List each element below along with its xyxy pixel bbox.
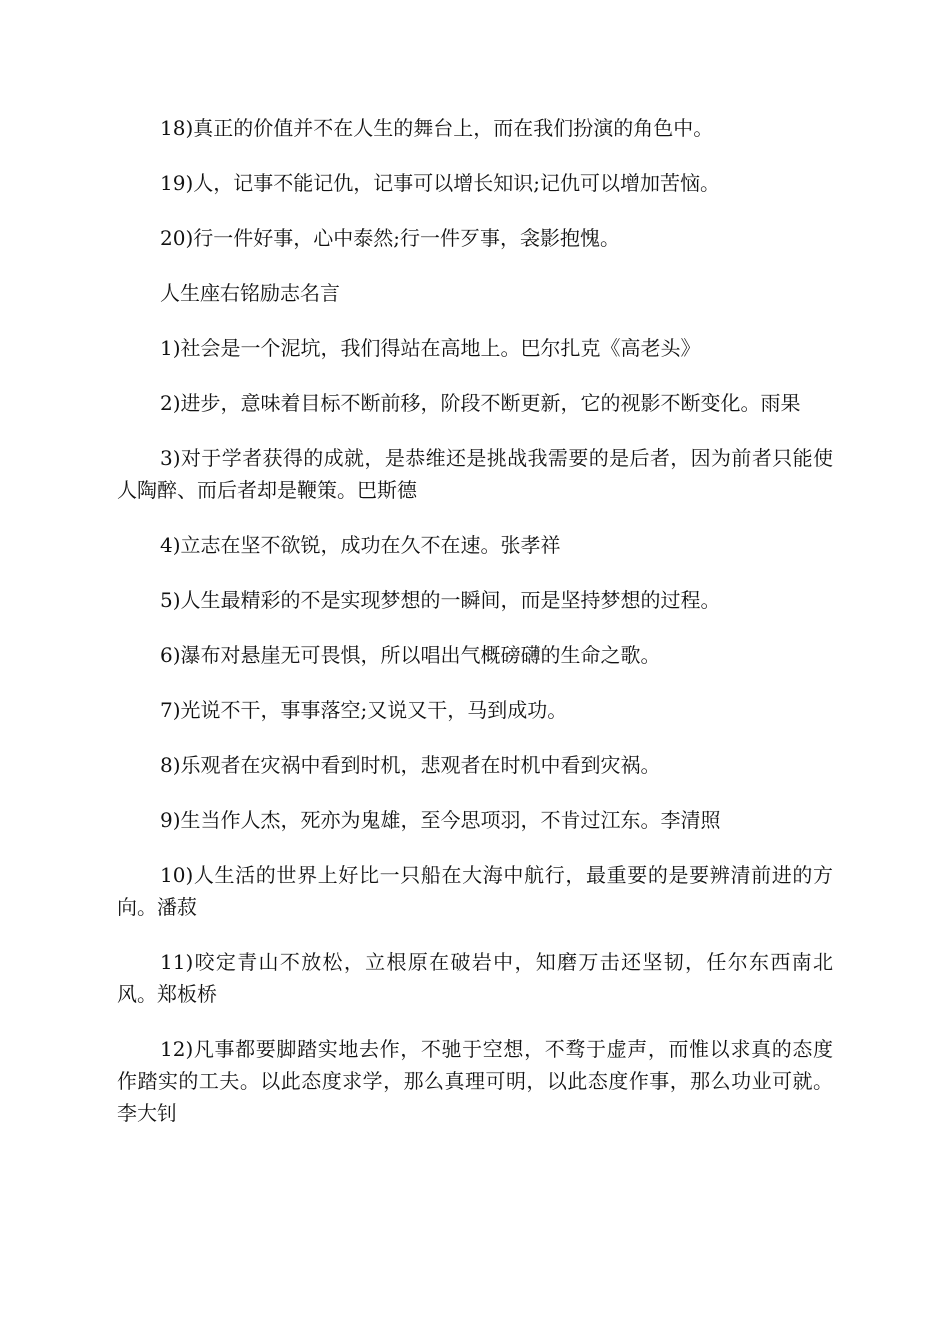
quote-6: 6)瀑布对悬崖无可畏惧，所以唱出气概磅礴的生命之歌。 bbox=[160, 643, 661, 667]
document-body bbox=[117, 112, 833, 1152]
quote-19: 19)人，记事不能记仇，记事可以增长知识;记仇可以增加苦恼。 bbox=[160, 171, 720, 195]
quote-11: 11)咬定青山不放松，立根原在破岩中，知磨万击还坚韧，任尔东西南北风。郑板桥 bbox=[117, 950, 833, 1006]
section-heading: 人生座右铭励志名言 bbox=[160, 281, 340, 305]
quote-12: 12)凡事都要脚踏实地去作，不驰于空想，不骛于虚声，而惟以求真的态度作踏实的工夫。以此态度求学，那么真理可明，以此态度作事，那么功业可就。李大钊 bbox=[117, 1037, 833, 1125]
quote-10: 10)人生活的世界上好比一只船在大海中航行，最重要的是要辨清前进的方向。潘菽 bbox=[117, 863, 833, 919]
quote-1: 1)社会是一个泥坑，我们得站在高地上。巴尔扎克《高老头》 bbox=[160, 336, 701, 360]
quote-20: 20)行一件好事，心中泰然;行一件歹事，衾影抱愧。 bbox=[160, 226, 620, 250]
quote-7: 7)光说不干，事事落空;又说又干，马到成功。 bbox=[160, 698, 568, 722]
quote-8: 8)乐观者在灾祸中看到时机，悲观者在时机中看到灾祸。 bbox=[160, 753, 661, 777]
quote-4: 4)立志在坚不欲锐，成功在久不在速。张孝祥 bbox=[160, 533, 561, 557]
quote-3: 3)对于学者获得的成就，是恭维还是挑战我需要的是后者，因为前者只能使人陶醉、而后者却是鞭策。巴斯德 bbox=[117, 446, 833, 502]
quote-5: 5)人生最精彩的不是实现梦想的一瞬间，而是坚持梦想的过程。 bbox=[160, 588, 721, 612]
quote-9: 9)生当作人杰，死亦为鬼雄，至今思项羽，不肯过江东。李清照 bbox=[160, 808, 721, 832]
quote-2: 2)进步，意味着目标不断前移，阶段不断更新，它的视影不断变化。雨果 bbox=[160, 391, 801, 415]
quote-18: 18)真正的价值并不在人生的舞台上，而在我们扮演的角色中。 bbox=[160, 116, 714, 140]
